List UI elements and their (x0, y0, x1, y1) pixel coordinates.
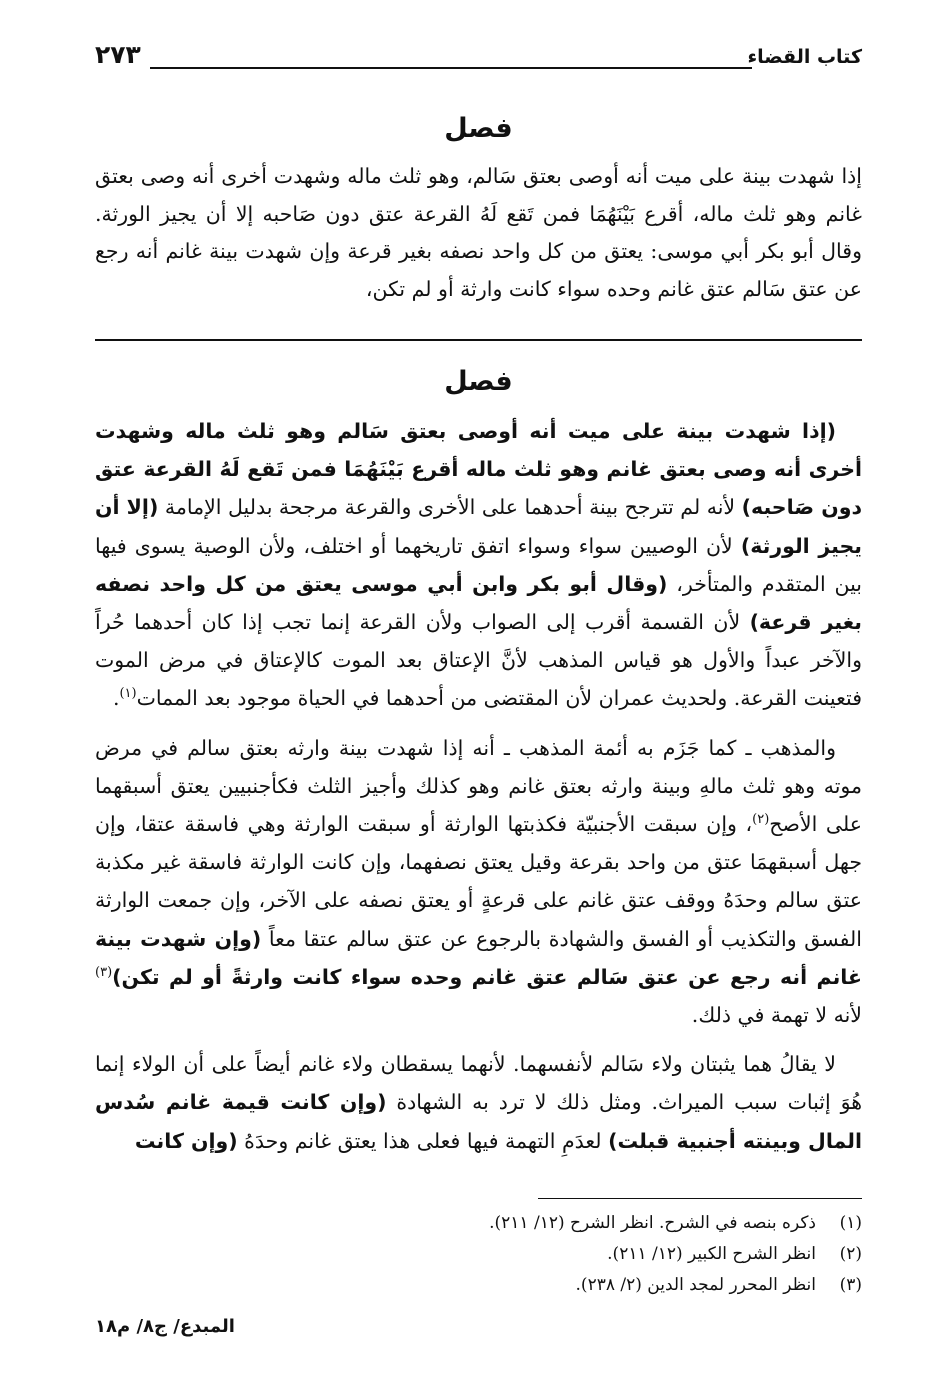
commentary-text: لا يقالُ هما يثبتان ولاء سَالم لأنفسهما. لأنهما يسقطان ولاء غانم أيضاً على أن الولاء إنما هُوَ إثبات سبب الميراث. ومثل ذلك لا ترد به الشهادة (95, 1052, 863, 1115)
commentary-text: لأنه لا تهمة في ذلك. (691, 1003, 862, 1028)
commentary-text: والمذهب ـ كما جَزَم به أئمة المذهب ـ أنه إذا شهدت بينة وارثه بعتق سالم في مرض موته وهو ثلث مالهِ وبينة وارثه بعتق غانم وهو كذلك وأجيز الثلث فكأجنبيين يعتق أسبقهما على الأصح (95, 735, 862, 837)
header-rule (150, 67, 752, 69)
footnote (95, 1239, 862, 1270)
commentary-paragraph-2 (95, 729, 862, 1035)
quoted-matn: (وإن كانت (134, 1128, 238, 1153)
quoted-matn: (وقال أبو بكر وابن أبي موسى يعتق من كل واحد نصفه بغير قرعة) (95, 571, 862, 635)
footnote-rule (538, 1198, 862, 1199)
commentary-paragraph-1 (95, 412, 862, 718)
footnote-marker[interactable]: (١) (119, 686, 137, 702)
footnote-marker[interactable]: (٢) (752, 812, 770, 828)
footnotes (95, 1208, 862, 1301)
commentary-body (95, 412, 862, 1171)
commentary-text: لأن الوصيين سواء وسواء اتفق تاريخهما أو اختلف، ولأن الوصية يسوى فيها بين المتقدم والمتأخر، (95, 533, 863, 596)
footnote-number: (٢) (839, 1244, 862, 1264)
footnote-text: انظر المحرر لمجد الدين (٢/ ٢٣٨). (575, 1275, 816, 1295)
quoted-matn: (إذا شهدت بينة على ميت أنه أوصى بعتق سَالم وهو ثلث ماله وشهدت أخرى أنه وصى بعتق غانم وهو ثلث ماله أقرع بَيْنَهُمَا فمن تَقع لَهُ القرعة عتق دون صَاحبه) (95, 419, 862, 520)
footnote (95, 1270, 862, 1301)
section-heading-2: فصل (444, 366, 513, 397)
commentary-text: لعدَمِ التهمة فيها فعلى هذا يعتق غانم وحدَهُ (237, 1128, 609, 1153)
book-title: كتاب القضاء (747, 46, 862, 68)
footnote-marker[interactable]: (٣) (95, 965, 113, 981)
page-number: ٢٧٣ (95, 40, 141, 69)
quoted-matn: (وإن شهدت بينة غانم أنه رجع عن عتق سَالم عتق غانم وحده سواء كانت وارثةً أو لم تكن) (95, 926, 862, 989)
section-divider (95, 339, 862, 341)
quoted-matn: (إلا أن يجيز الورثة) (95, 495, 863, 558)
section-heading-1: فصل (444, 113, 513, 144)
commentary-text: ، وإن سبقت الأجنبيّة فكذبتها الوارثة أو سبقت الوارثة وهي فاسقة عتقا، وإن جهل أسبقهمَا عتق من واحد بقرعة وقيل يعتق نصفهما، وإن كانت الوارثة فاسقة غير مكذبة عتق سالم وحدَهُ ووقف عتق غانم على قرعةٍ أو يعتق نصفه على الآخر، وإن جمعت الوارثة الفسق والتكذيب أو الفسق والشهادة بالرجوع عن عتق سالم عتقا معاً (95, 812, 862, 951)
commentary-text: لأن القسمة أقرب إلى الصواب ولأن القرعة إنما تجب إذا كان أحدهما حُراً والآخر عبداً والأول هو قياس المذهب لأنَّ الإعتاق بعد الموت كالإعتاق في مرض الموت فتعينت القرعة. ولحديث عمران لأن المقتضى من أحدهما في الحياة موجود بعد الممات (95, 610, 862, 711)
footnote (95, 1208, 862, 1239)
commentary-text: لأنه لم تترجح بينة أحدهما على الأخرى والقرعة مرجحة بدليل الإمامة (158, 495, 742, 520)
footnote-text: انظر الشرح الكبير (١٢/ ٢١١). (607, 1244, 816, 1264)
commentary-paragraph-3 (95, 1045, 862, 1160)
quoted-matn: (وإن كانت قيمة غانم سُدس المال وبينته أجنبية قبلت) (95, 1090, 862, 1153)
printer-signature: المبدع/ ج٨/ م١٨ (95, 1316, 235, 1337)
commentary-text: . (112, 686, 120, 711)
footnote-number: (١) (839, 1213, 862, 1233)
footnote-number: (٣) (839, 1275, 862, 1295)
matn-text: إذا شهدت بينة على ميت أنه أوصى بعتق سَالم، وهو ثلث ماله وشهدت أخرى أنه وصى بعتق غانم وهو ثلث ماله، أقرع بَيْنَهُمَا فمن تَقع لَهُ القرعة عتق دون صَاحبه إلا أن يجيز الورثة. وقال أبو بكر أبي موسى: يعتق من كل واحد نصفه بغير قرعة وإن شهدت بينة غانم أنه رجع عن عتق سَالم عتق غانم وحده سواء كانت وارثة أو لم تكن، (95, 164, 862, 301)
footnote-text: ذكره بنصه في الشرح. انظر الشرح (١٢/ ٢١١). (489, 1213, 816, 1233)
running-header (95, 38, 862, 82)
